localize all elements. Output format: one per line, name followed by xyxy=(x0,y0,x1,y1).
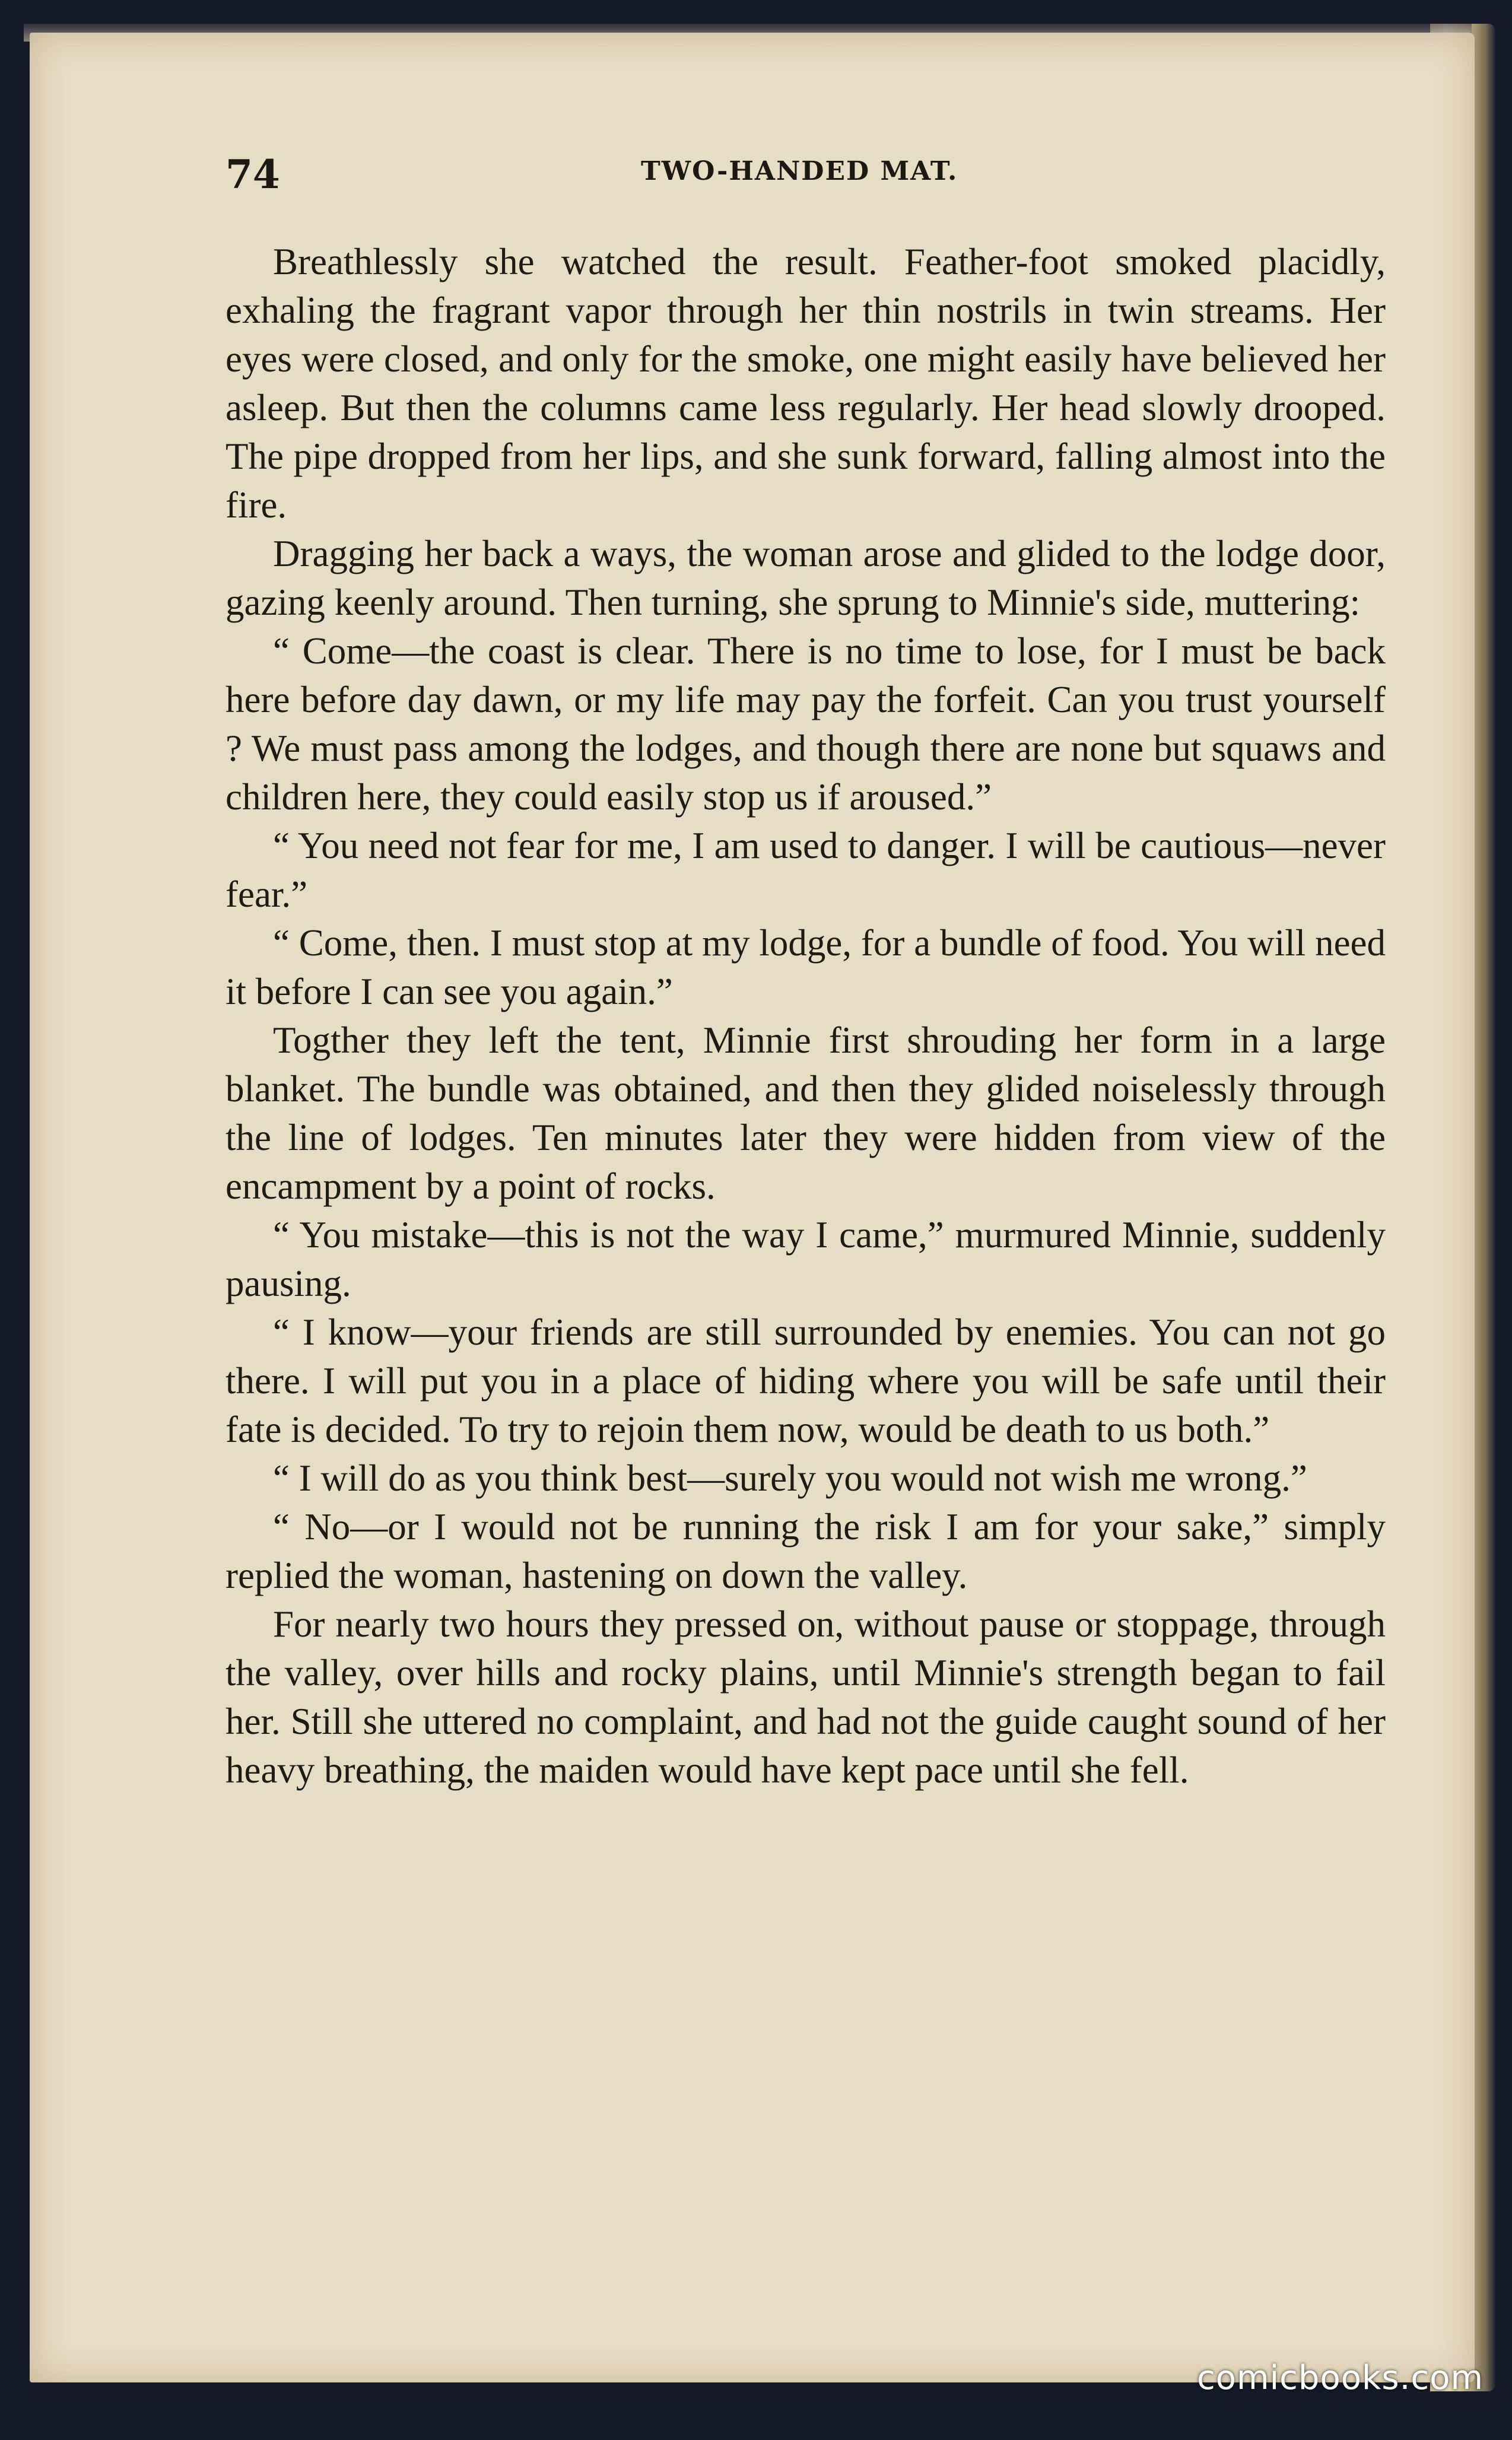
paragraph: “ No—or I would not be running the risk I am for your sake,” simply replied the woman, hastening on down the valley. xyxy=(225,1506,1386,1596)
body-text xyxy=(225,237,1386,1794)
paragraph: For nearly two hours they pressed on, without pause or stoppage, through the valley, over hills and rocky plains, until Minnie's strength began to fail her. Still she uttered no complaint, and had not the guide caught sound of her heavy breathing, the maiden would have kept pace until she fell. xyxy=(225,1603,1386,1791)
paragraph: “ I will do as you think best—surely you would not wish me wrong.” xyxy=(273,1457,1307,1499)
paragraph: Togther they left the tent, Minnie first shrouding her form in a large blanket. The bundle was obtained, and then they glided noiselessly through the line of lodges. Ten minutes later they were hidden from view of the encampment by a point of rocks. xyxy=(225,1019,1386,1207)
watermark: comicbooks.com xyxy=(1196,2359,1484,2397)
paragraph: Dragging her back a ways, the woman arose and glided to the lodge door, gazing keenly around. Then turning, she sprung to Minnie's side, muttering: xyxy=(225,533,1386,623)
paragraph: “ You mistake—this is not the way I came,” murmured Minnie, suddenly pausing. xyxy=(225,1214,1386,1304)
paragraph: “ Come—the coast is clear. There is no time to lose, for I must be back here before day dawn, or my life may pay the forfeit. Can you trust yourself ? We must pass among the lodges, and though there are none but squaws and children here, they could easily stop us if aroused.” xyxy=(225,630,1386,818)
page-number: 74 xyxy=(225,151,280,198)
running-head xyxy=(225,151,1323,199)
paragraph: “ I know—your friends are still surrounded by enemies. You can not go there. I will put you in a place of hiding where you will be safe until their fate is decided. To try to rejoin them now, would be death to us both.” xyxy=(225,1311,1386,1450)
running-title: TWO-HANDED MAT. xyxy=(641,156,958,186)
paragraph: “ You need not fear for me, I am used to danger. I will be cautious—never fear.” xyxy=(225,825,1386,915)
paragraph: “ Come, then. I must stop at my lodge, for a bundle of food. You will need it before I can see you again.” xyxy=(225,922,1386,1012)
paragraph: Breathlessly she watched the result. Feather-foot smoked placidly, exhaling the fragrant vapor through her thin nostrils in twin streams. Her eyes were closed, and only for the smoke, one might easily have believed her asleep. But then the columns came less regularly. Her head slowly drooped. The pipe dropped from her lips, and she sunk forward, falling almost into the fire. xyxy=(225,241,1386,526)
